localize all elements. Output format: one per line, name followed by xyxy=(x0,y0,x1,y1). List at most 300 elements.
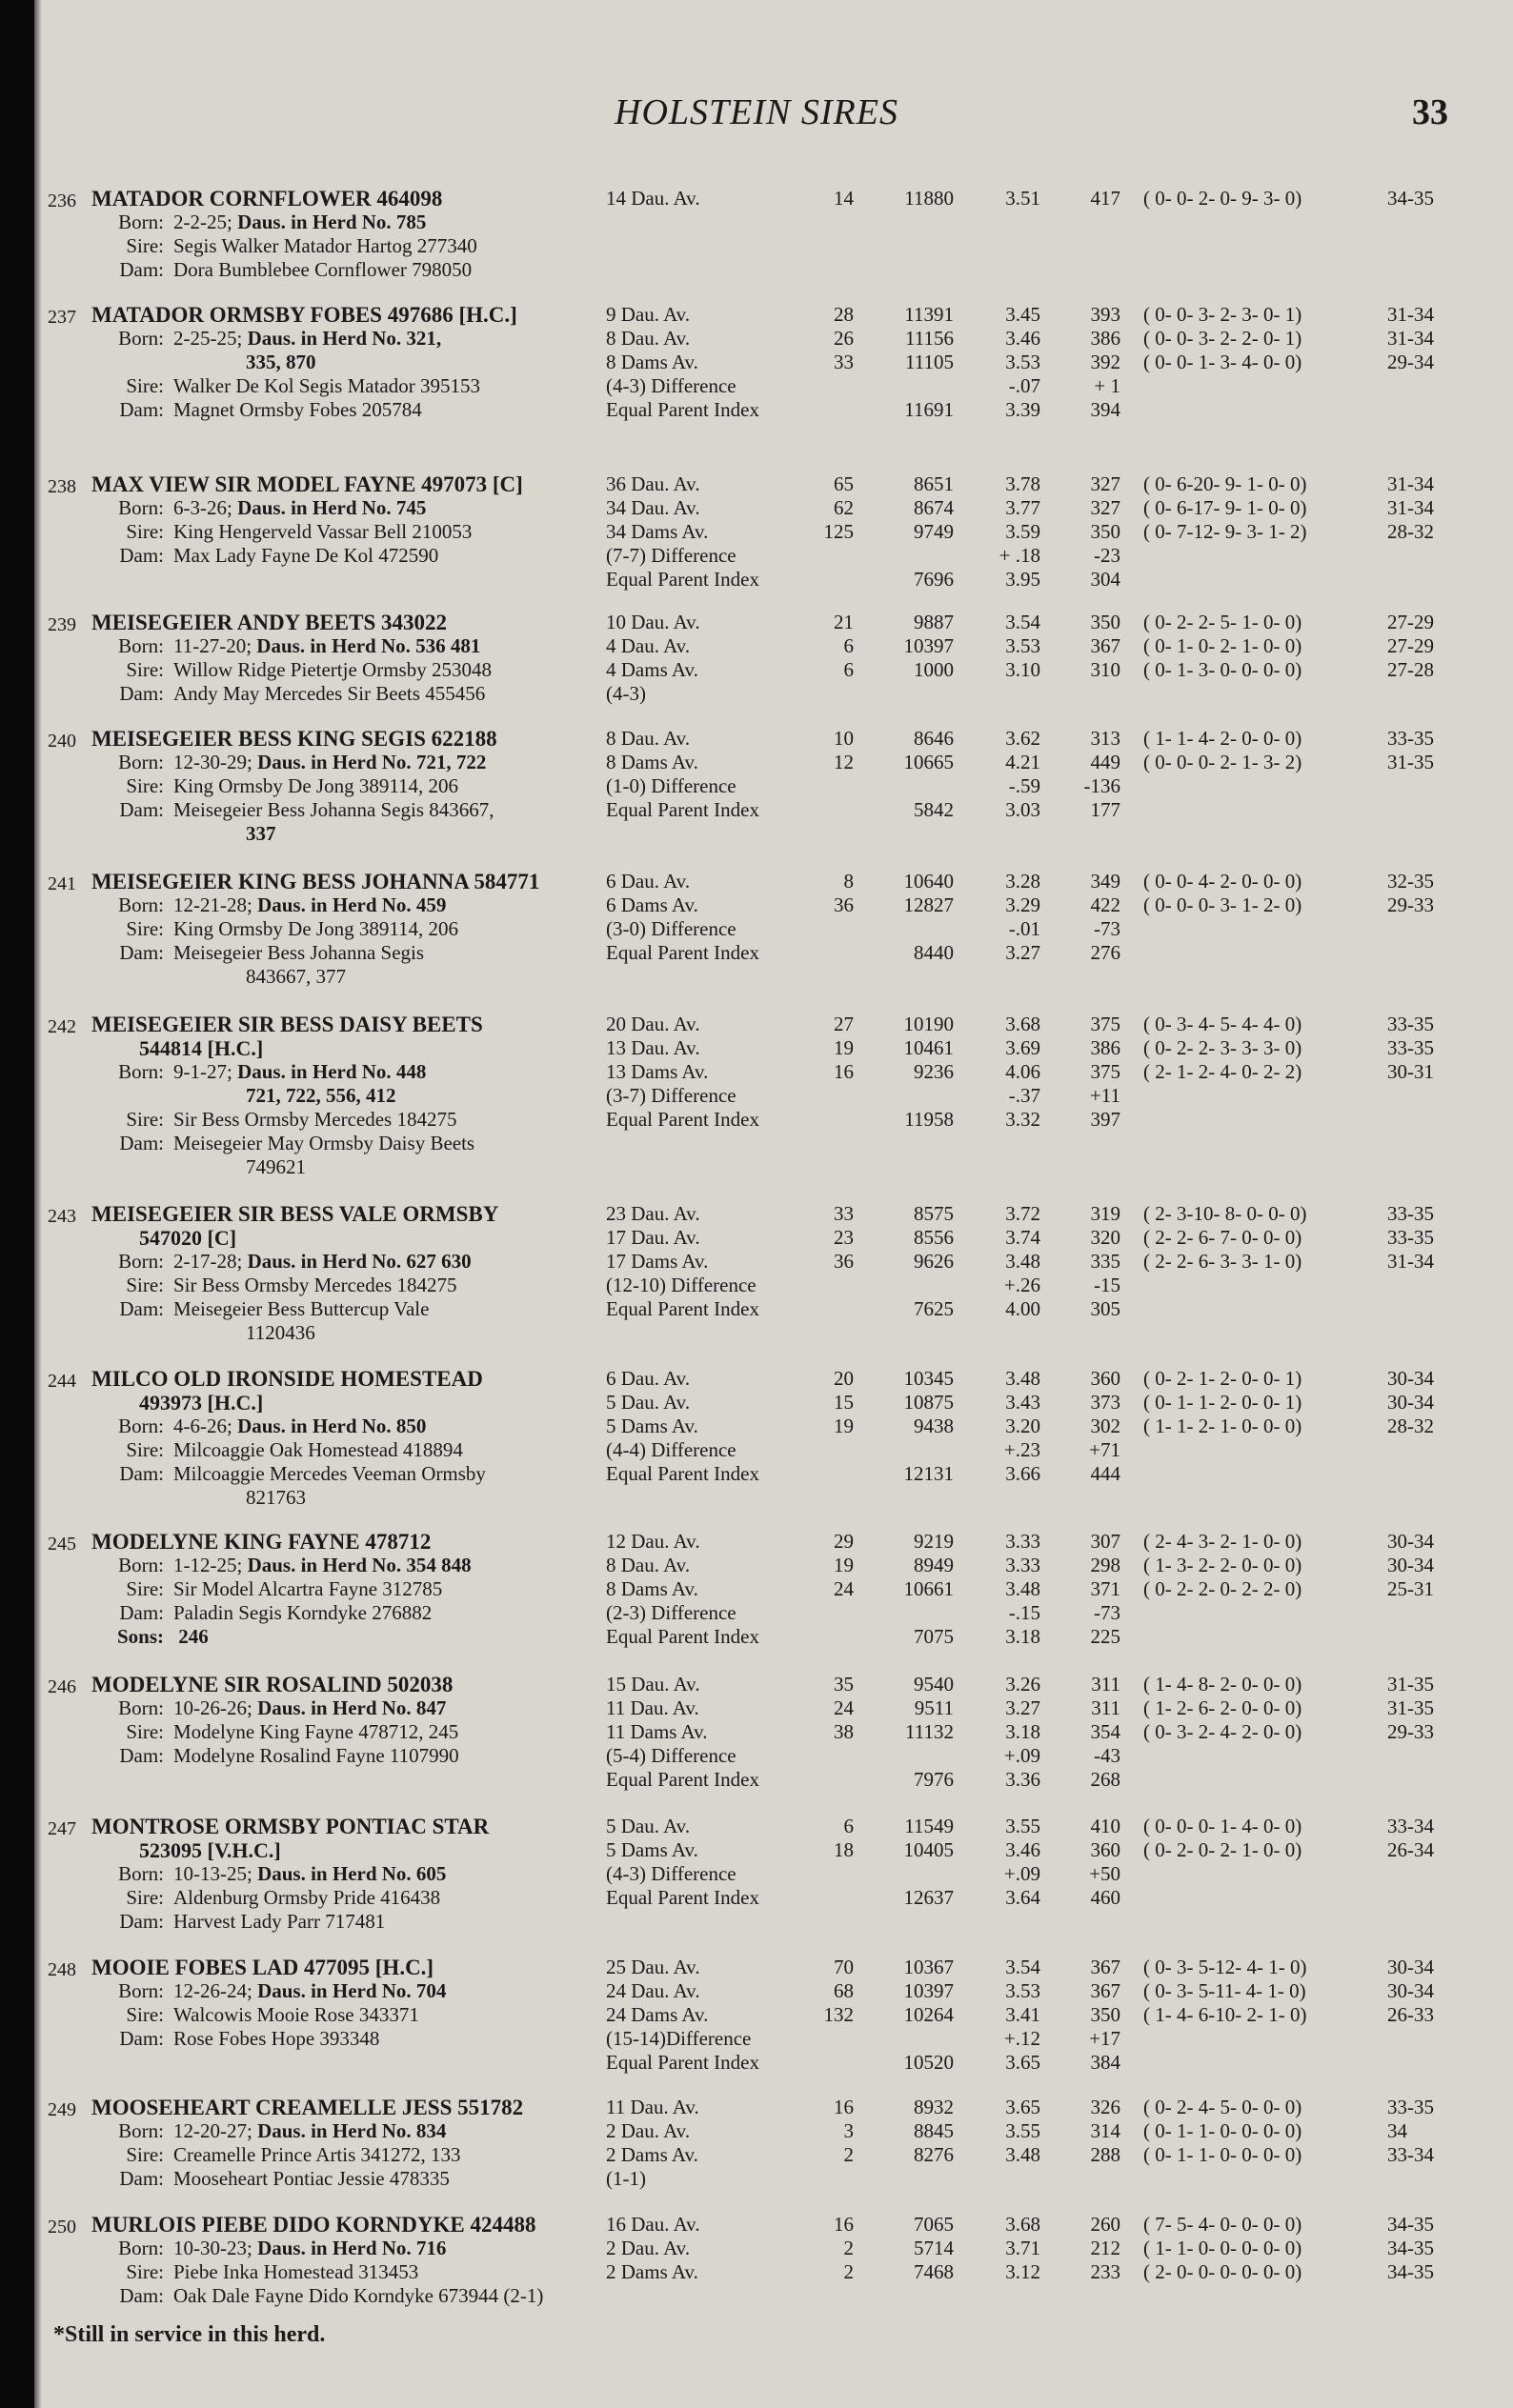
fat-lbs: +17 xyxy=(1089,2027,1120,2050)
production-stats xyxy=(606,1530,1483,1649)
distribution: ( 0- 1- 1- 2- 0- 0- 1) xyxy=(1143,1391,1302,1414)
record-count: 18 xyxy=(834,1838,854,1861)
milk-lbs: 7065 xyxy=(914,2213,954,2236)
stat-label: 5 Dams Av. xyxy=(606,1415,698,1437)
stat-row xyxy=(606,1226,1483,1250)
registration-number: 477095 [H.C.] xyxy=(304,1956,434,1979)
milk-lbs: 12637 xyxy=(903,1886,954,1909)
fat-test: 3.20 xyxy=(1005,1415,1040,1437)
distribution: ( 0- 3- 5-11- 4- 1- 0) xyxy=(1143,1979,1306,2002)
distribution: ( 2- 4- 3- 2- 1- 0- 0) xyxy=(1143,1530,1302,1553)
milk-lbs: 8932 xyxy=(914,2096,954,2118)
distribution: ( 0- 1- 1- 0- 0- 0- 0) xyxy=(1143,2143,1302,2166)
pedigree-continuation: 721, 722, 556, 412 xyxy=(246,1084,396,1107)
milk-lbs: 8949 xyxy=(914,1554,954,1576)
pedigree-line xyxy=(91,1577,644,1601)
pedigree-value: 9-1-27; xyxy=(173,1060,232,1083)
stat-label: (3-7) Difference xyxy=(606,1084,736,1107)
sire-name-line xyxy=(91,1673,644,1696)
stat-row xyxy=(606,1625,1483,1649)
pedigree-label: Born: xyxy=(118,1696,164,1719)
pedigree-value: 2-25-25; xyxy=(173,327,243,350)
pedigree-line xyxy=(91,1132,644,1155)
pedigree-line xyxy=(91,1910,644,1934)
fat-test: 3.45 xyxy=(1005,303,1040,326)
fat-lbs: 311 xyxy=(1091,1696,1120,1719)
pedigree-value: Oak Dale Fayne Dido Korndyke 673944 (2-1) xyxy=(173,2284,544,2307)
fat-test: 3.27 xyxy=(1005,1696,1040,1719)
pedigree-label: Sire: xyxy=(126,1438,164,1461)
fat-lbs: 304 xyxy=(1090,568,1120,591)
pedigree-line xyxy=(91,1297,644,1321)
record-count: 21 xyxy=(834,611,854,633)
milk-lbs: 10405 xyxy=(903,1838,954,1861)
pedigree-label: Born: xyxy=(118,1554,164,1576)
years: 34-35 xyxy=(1387,2237,1434,2259)
record-count: 28 xyxy=(834,303,854,326)
pedigree-value: 10-26-26; xyxy=(173,1696,252,1719)
fat-test: 3.46 xyxy=(1005,1838,1040,1861)
entry-number: 243 xyxy=(48,1206,76,1227)
fat-lbs: 350 xyxy=(1090,611,1120,633)
pedigree-continuation: 337 xyxy=(246,822,276,845)
pedigree-line xyxy=(91,1720,644,1744)
sire-name-line xyxy=(91,1202,644,1226)
pedigree-line xyxy=(91,544,644,568)
years: 31-34 xyxy=(1387,496,1434,519)
milk-lbs: 10520 xyxy=(903,2051,954,2074)
fat-test: 3.46 xyxy=(1005,327,1040,350)
distribution: ( 0- 0- 3- 2- 3- 0- 1) xyxy=(1143,303,1302,326)
milk-lbs: 9749 xyxy=(914,520,954,543)
fat-test: 3.77 xyxy=(1005,496,1040,519)
stat-row xyxy=(606,1297,1483,1321)
record-count: 33 xyxy=(834,1202,854,1225)
pedigree-value: 10-30-23; xyxy=(173,2237,252,2259)
registration-number: 464098 xyxy=(376,187,443,211)
years: 34-35 xyxy=(1387,187,1434,210)
pedigree-line xyxy=(91,2237,644,2260)
pedigree-value: Modelyne King Fayne 478712, 245 xyxy=(173,1720,459,1743)
stat-label: 11 Dau. Av. xyxy=(606,1696,699,1719)
years: 33-34 xyxy=(1387,1815,1434,1837)
fat-test: 3.33 xyxy=(1005,1530,1040,1553)
herd-numbers: Daus. in Herd No. 605 xyxy=(257,1862,447,1885)
entry-number: 245 xyxy=(48,1534,76,1555)
stat-row xyxy=(606,2003,1483,2027)
pedigree-value: 4-6-26; xyxy=(173,1415,232,1437)
stat-label: (3-0) Difference xyxy=(606,917,736,940)
record-count: 65 xyxy=(834,472,854,495)
pedigree-line xyxy=(91,374,644,398)
sire-name-line xyxy=(91,187,644,211)
pedigree-label: Sire: xyxy=(126,2260,164,2283)
distribution: ( 2- 2- 6- 3- 3- 1- 0) xyxy=(1143,1250,1302,1273)
stat-row xyxy=(606,1438,1483,1462)
entry-number: 240 xyxy=(48,731,76,752)
book-binding xyxy=(0,0,34,2408)
fat-test: 4.06 xyxy=(1005,1060,1040,1083)
years: 26-34 xyxy=(1387,1838,1434,1861)
pedigree-line xyxy=(91,2119,644,2143)
record-count: 125 xyxy=(823,520,854,543)
distribution: ( 0- 0- 0- 2- 1- 3- 2) xyxy=(1143,751,1302,773)
fat-lbs: 310 xyxy=(1090,658,1120,681)
stat-label: 11 Dams Av. xyxy=(606,1720,708,1743)
years: 30-34 xyxy=(1387,1979,1434,2002)
milk-lbs: 9236 xyxy=(914,1060,954,1083)
pedigree-value: Sir Model Alcartra Fayne 312785 xyxy=(173,1577,443,1600)
entry-number: 239 xyxy=(48,614,76,635)
stat-row xyxy=(606,1250,1483,1274)
fat-lbs: 350 xyxy=(1090,520,1120,543)
milk-lbs: 11105 xyxy=(905,351,954,373)
distribution: ( 2- 0- 0- 0- 0- 0- 0) xyxy=(1143,2260,1302,2283)
stat-row xyxy=(606,634,1483,658)
production-stats xyxy=(606,303,1483,422)
stat-row xyxy=(606,1744,1483,1768)
fat-test: 3.71 xyxy=(1005,2237,1040,2259)
pedigree-line xyxy=(91,893,644,917)
stat-label: (1-1) xyxy=(606,2167,646,2190)
record-count: 35 xyxy=(834,1673,854,1696)
record-count: 29 xyxy=(834,1530,854,1553)
pedigree-value: Milcoaggie Mercedes Veeman Ormsby xyxy=(173,1462,486,1485)
milk-lbs: 8845 xyxy=(914,2119,954,2142)
record-count: 6 xyxy=(843,1815,854,1837)
stat-row xyxy=(606,611,1483,634)
pedigree-label: Dam: xyxy=(119,1910,164,1933)
sire-name: MILCO OLD IRONSIDE HOMESTEAD xyxy=(91,1367,483,1391)
pedigree-value: Andy May Mercedes Sir Beets 455456 xyxy=(173,682,486,705)
stat-label: (4-4) Difference xyxy=(606,1438,736,1461)
stat-label: 9 Dau. Av. xyxy=(606,303,691,326)
fat-lbs: -73 xyxy=(1094,1601,1120,1624)
stat-label: 17 Dams Av. xyxy=(606,1250,709,1273)
pedigree-line xyxy=(91,682,644,706)
fat-lbs: 367 xyxy=(1090,634,1120,657)
fat-test: 3.28 xyxy=(1005,870,1040,893)
stat-label: 2 Dau. Av. xyxy=(606,2237,691,2259)
record-count: 16 xyxy=(834,2213,854,2236)
milk-lbs: 10661 xyxy=(903,1577,954,1600)
fat-test: -.15 xyxy=(1008,1601,1040,1624)
milk-lbs: 12827 xyxy=(903,893,954,916)
record-count: 33 xyxy=(834,351,854,373)
years: 27-29 xyxy=(1387,611,1434,633)
fat-lbs: 384 xyxy=(1090,2051,1120,2074)
pedigree-value: Dora Bumblebee Cornflower 798050 xyxy=(173,258,473,281)
distribution: ( 1- 1- 4- 2- 0- 0- 0) xyxy=(1143,727,1302,750)
stat-row xyxy=(606,2167,1483,2191)
pedigree-value: Mooseheart Pontiac Jessie 478335 xyxy=(173,2167,450,2190)
milk-lbs: 9540 xyxy=(914,1673,954,1696)
record-count: 14 xyxy=(834,187,854,210)
production-stats xyxy=(606,1202,1483,1321)
pedigree-value: Aldenburg Ormsby Pride 416438 xyxy=(173,1886,441,1909)
sire-name: MOOIE FOBES LAD xyxy=(91,1956,299,1979)
stat-row xyxy=(606,1886,1483,1910)
production-stats xyxy=(606,187,1483,211)
record-count: 6 xyxy=(843,658,854,681)
stat-label: 6 Dams Av. xyxy=(606,893,698,916)
stat-row xyxy=(606,1554,1483,1577)
stat-row xyxy=(606,1202,1483,1226)
stat-row xyxy=(606,774,1483,798)
stat-row xyxy=(606,1462,1483,1486)
milk-lbs: 8646 xyxy=(914,727,954,750)
pedigree-label: Born: xyxy=(118,1415,164,1437)
registration-number: 622188 xyxy=(431,727,497,751)
pedigree-value: 11-27-20; xyxy=(173,634,252,657)
stat-row xyxy=(606,1815,1483,1838)
stat-label: (2-3) Difference xyxy=(606,1601,736,1624)
pedigree-line xyxy=(91,2260,644,2284)
fat-test: 3.18 xyxy=(1005,1720,1040,1743)
stat-row xyxy=(606,2119,1483,2143)
stat-label: (4-3) Difference xyxy=(606,1862,736,1885)
fat-lbs: 349 xyxy=(1090,870,1120,893)
pedigree-value: Milcoaggie Oak Homestead 418894 xyxy=(173,1438,463,1461)
record-count: 27 xyxy=(834,1013,854,1035)
fat-lbs: 360 xyxy=(1090,1367,1120,1390)
stat-row xyxy=(606,1415,1483,1438)
fat-lbs: 392 xyxy=(1090,351,1120,373)
sire-name-line xyxy=(91,1530,644,1554)
distribution: ( 0- 1- 3- 0- 0- 0- 0) xyxy=(1143,658,1302,681)
milk-lbs: 10397 xyxy=(903,634,954,657)
record-count: 132 xyxy=(823,2003,854,2026)
fat-lbs: 354 xyxy=(1090,1720,1120,1743)
fat-test: 3.54 xyxy=(1005,611,1040,633)
pedigree-continuation: 843667, 377 xyxy=(246,965,346,988)
stat-row xyxy=(606,917,1483,941)
pedigree-continuation: 749621 xyxy=(246,1155,306,1178)
milk-lbs: 7976 xyxy=(914,1768,954,1791)
fat-test: + .18 xyxy=(999,544,1040,567)
pedigree-value: Paladin Segis Korndyke 276882 xyxy=(173,1601,433,1624)
entry-number: 246 xyxy=(48,1676,76,1697)
sire-name-line xyxy=(91,2096,644,2119)
fat-lbs: 367 xyxy=(1090,1956,1120,1978)
years: 27-29 xyxy=(1387,634,1434,657)
sire-info xyxy=(91,187,644,282)
registration-number: 547020 [C] xyxy=(139,1226,237,1250)
fat-test: 3.55 xyxy=(1005,2119,1040,2142)
stat-row xyxy=(606,2237,1483,2260)
pedigree-label: Dam: xyxy=(119,1744,164,1767)
stat-label: 24 Dau. Av. xyxy=(606,1979,700,2002)
fat-test: 3.48 xyxy=(1005,1577,1040,1600)
milk-lbs: 8674 xyxy=(914,496,954,519)
fat-test: +.09 xyxy=(1003,1862,1040,1885)
stat-label: 23 Dau. Av. xyxy=(606,1202,700,1225)
record-count: 36 xyxy=(834,1250,854,1273)
production-stats xyxy=(606,472,1483,592)
stat-label: 6 Dau. Av. xyxy=(606,870,691,893)
fat-lbs: -23 xyxy=(1094,544,1120,567)
record-count: 23 xyxy=(834,1226,854,1249)
sire-name: MEISEGEIER KING BESS JOHANNA xyxy=(91,870,469,893)
fat-test: 3.48 xyxy=(1005,1250,1040,1273)
stat-label: 5 Dams Av. xyxy=(606,1838,698,1861)
pedigree-label: Dam: xyxy=(119,682,164,705)
footnote: *Still in service in this herd. xyxy=(53,2322,326,2347)
pedigree-value: Sir Bess Ormsby Mercedes 184275 xyxy=(173,1274,457,1296)
distribution: ( 1- 1- 0- 0- 0- 0- 0) xyxy=(1143,2237,1302,2259)
fat-test: +.23 xyxy=(1003,1438,1040,1461)
fat-lbs: 335 xyxy=(1090,1250,1120,1273)
pedigree-value: Meisegeier Bess Johanna Segis xyxy=(173,941,425,964)
registration-number: 343022 xyxy=(381,611,447,634)
stat-label: 8 Dau. Av. xyxy=(606,1554,691,1576)
pedigree-value: 2-17-28; xyxy=(173,1250,243,1273)
fat-test: 4.00 xyxy=(1005,1297,1040,1320)
years: 33-34 xyxy=(1387,2143,1434,2166)
stat-row xyxy=(606,1367,1483,1391)
production-stats xyxy=(606,1013,1483,1132)
stat-label: (7-7) Difference xyxy=(606,544,736,567)
pedigree-value: 2-2-25; xyxy=(173,211,232,233)
pedigree-value: Willow Ridge Pietertje Ormsby 253048 xyxy=(173,658,492,681)
sire-info xyxy=(91,2213,644,2308)
fat-lbs: 371 xyxy=(1090,1577,1120,1600)
sire-info xyxy=(91,1013,644,1179)
entry-number: 237 xyxy=(48,307,76,328)
sire-name: MATADOR CORNFLOWER xyxy=(91,187,372,211)
pedigree-label: Born: xyxy=(118,1979,164,2002)
fat-test: 3.69 xyxy=(1005,1036,1040,1059)
pedigree-line xyxy=(91,751,644,774)
fat-lbs: -136 xyxy=(1083,774,1120,797)
pedigree-line xyxy=(91,258,644,282)
herd-numbers: Daus. in Herd No. 704 xyxy=(257,1979,447,2002)
pedigree-line xyxy=(91,1462,644,1486)
years: 29-34 xyxy=(1387,351,1434,373)
registration-number: 551782 xyxy=(457,2096,524,2119)
record-count: 3 xyxy=(843,2119,854,2142)
pedigree-value: Meisegeier Bess Johanna Segis 843667, xyxy=(173,798,494,821)
stat-row xyxy=(606,2213,1483,2237)
milk-lbs: 10875 xyxy=(903,1391,954,1414)
fat-lbs: 375 xyxy=(1090,1060,1120,1083)
distribution: ( 1- 1- 2- 1- 0- 0- 0) xyxy=(1143,1415,1302,1437)
distribution: ( 0- 3- 2- 4- 2- 0- 0) xyxy=(1143,1720,1302,1743)
fat-test: 3.33 xyxy=(1005,1554,1040,1576)
distribution: ( 0- 2- 2- 5- 1- 0- 0) xyxy=(1143,611,1302,633)
pedigree-label: Dam: xyxy=(119,798,164,821)
milk-lbs: 10461 xyxy=(903,1036,954,1059)
fat-lbs: 386 xyxy=(1090,1036,1120,1059)
sire-name: MEISEGEIER ANDY BEETS xyxy=(91,611,376,634)
stat-label: 10 Dau. Av. xyxy=(606,611,700,633)
distribution: ( 0- 0- 2- 0- 9- 3- 0) xyxy=(1143,187,1302,210)
distribution: ( 0- 3- 4- 5- 4- 4- 0) xyxy=(1143,1013,1302,1035)
milk-lbs: 5714 xyxy=(914,2237,954,2259)
page-number: 33 xyxy=(1412,92,1448,132)
fat-test: 3.48 xyxy=(1005,1367,1040,1390)
milk-lbs: 9219 xyxy=(914,1530,954,1553)
pedigree-label: Dam: xyxy=(119,2284,164,2307)
sire-name: MEISEGEIER SIR BESS DAISY BEETS xyxy=(91,1013,483,1036)
fat-test: -.01 xyxy=(1008,917,1040,940)
stat-label: 6 Dau. Av. xyxy=(606,1367,691,1390)
production-stats xyxy=(606,1673,1483,1792)
years: 33-35 xyxy=(1387,1013,1434,1035)
pedigree-label: Dam: xyxy=(119,544,164,567)
fat-test: +.12 xyxy=(1003,2027,1040,2050)
stat-row xyxy=(606,893,1483,917)
record-count: 10 xyxy=(834,727,854,750)
stat-row xyxy=(606,1696,1483,1720)
milk-lbs: 9887 xyxy=(914,611,954,633)
entry-number: 244 xyxy=(48,1371,76,1392)
fat-test: 3.53 xyxy=(1005,634,1040,657)
pedigree-label: Sire: xyxy=(126,2143,164,2166)
herd-numbers: Daus. in Herd No. 536 481 xyxy=(256,634,481,657)
years: 29-33 xyxy=(1387,1720,1434,1743)
pedigree-label: Born: xyxy=(118,2119,164,2142)
stat-label: 15 Dau. Av. xyxy=(606,1673,700,1696)
years: 25-31 xyxy=(1387,1577,1434,1600)
record-count: 26 xyxy=(834,327,854,350)
pedigree-value: Walker De Kol Segis Matador 395153 xyxy=(173,374,480,397)
stat-row xyxy=(606,1577,1483,1601)
herd-numbers: Daus. in Herd No. 459 xyxy=(257,893,447,916)
pedigree-value: Sir Bess Ormsby Mercedes 184275 xyxy=(173,1108,457,1131)
record-count: 2 xyxy=(843,2260,854,2283)
stat-label: Equal Parent Index xyxy=(606,798,759,821)
years: 30-34 xyxy=(1387,1391,1434,1414)
registration-number: 478712 xyxy=(365,1530,432,1554)
distribution: ( 0- 2- 2- 0- 2- 2- 0) xyxy=(1143,1577,1302,1600)
pedigree-value: Rose Fobes Hope 393348 xyxy=(173,2027,380,2050)
fat-test: 3.39 xyxy=(1005,398,1040,421)
sire-name-line xyxy=(91,1815,644,1838)
record-count: 19 xyxy=(834,1036,854,1059)
record-count: 12 xyxy=(834,751,854,773)
pedigree-label: Dam: xyxy=(119,2167,164,2190)
pedigree-value: Harvest Lady Parr 717481 xyxy=(173,1910,386,1933)
fat-test: 3.43 xyxy=(1005,1391,1040,1414)
pedigree-value: 12-30-29; xyxy=(173,751,252,773)
stat-row xyxy=(606,374,1483,398)
sire-info xyxy=(91,727,644,846)
fat-lbs: 444 xyxy=(1090,1462,1120,1485)
pedigree-label: Dam: xyxy=(119,1601,164,1624)
fat-test: 3.54 xyxy=(1005,1956,1040,1978)
pedigree-label: Born: xyxy=(118,327,164,350)
stat-row xyxy=(606,941,1483,965)
production-stats xyxy=(606,611,1483,706)
stat-row xyxy=(606,1013,1483,1036)
milk-lbs: 8276 xyxy=(914,2143,954,2166)
sire-name-line xyxy=(91,870,644,893)
stat-label: 2 Dams Av. xyxy=(606,2143,698,2166)
pedigree-label: Sire: xyxy=(126,2003,164,2026)
pedigree-label: Sire: xyxy=(126,774,164,797)
pedigree-value: 10-13-25; xyxy=(173,1862,252,1885)
fat-lbs: -73 xyxy=(1094,917,1120,940)
sire-info xyxy=(91,870,644,989)
stat-label: 14 Dau. Av. xyxy=(606,187,700,210)
years: 33-35 xyxy=(1387,1036,1434,1059)
herd-numbers: Daus. in Herd No. 745 xyxy=(237,496,427,519)
pedigree-value: Creamelle Prince Artis 341272, 133 xyxy=(173,2143,461,2166)
production-stats xyxy=(606,1815,1483,1910)
years: 31-34 xyxy=(1387,327,1434,350)
stat-row xyxy=(606,544,1483,568)
